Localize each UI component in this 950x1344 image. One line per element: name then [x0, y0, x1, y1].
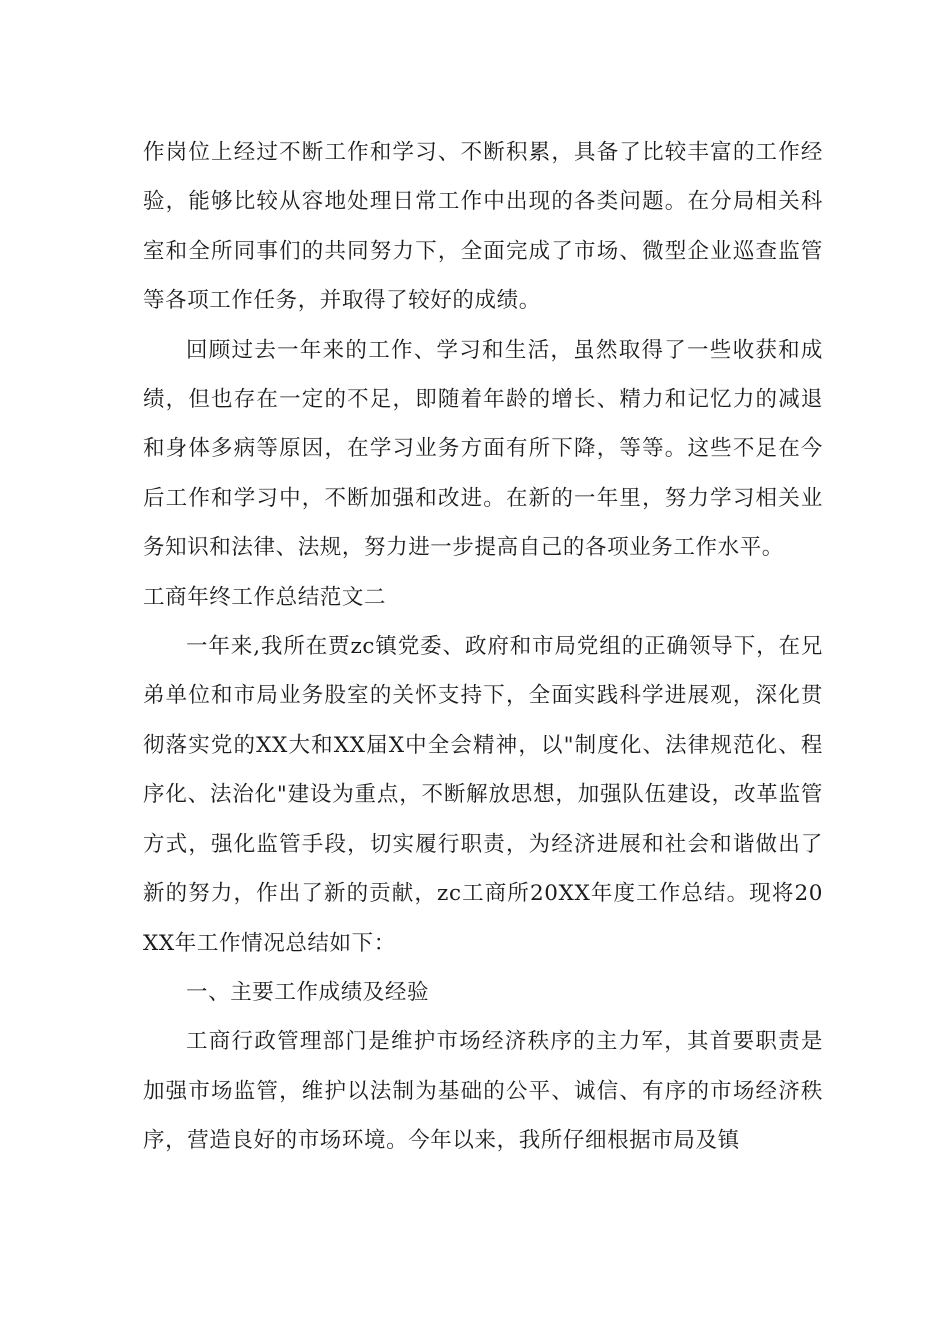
- paragraph-intro: 一年来,我所在贾zc镇党委、政府和市局党组的正确领导下，在兄弟单位和市局业务股室的关怀支持下，全面实践科学进展观，深化贯彻落实党的XX大和XX届X中全会精神，以"制度化、法律规范化、程序化、法治化"建设为重点，不断解放思想，加强队伍建设，改革监管方式，强化监管手段，切实履行职责，为经济进展和社会和谐做出了新的努力，作出了新的贡献，zc工商所20XX年度工作总结。现将20XX年工作情况总结如下：: [143, 634, 823, 956]
- paragraph-review: 回顾过去一年来的工作、学习和生活，虽然取得了一些收获和成绩，但也存在一定的不足，即随着年龄的增长、精力和记忆力的减退和身体多病等原因，在学习业务方面有所下降，等等。这些不足在今后工作和学习中，不断加强和改进。在新的一年里，努力学习相关业务知识和法律、法规，努力进一步提高自己的各项业务工作水平。: [143, 337, 823, 561]
- document-body: [143, 128, 823, 1166]
- paragraph-continuation: 作岗位上经过不断工作和学习、不断积累，具备了比较丰富的工作经验，能够比较从容地处理日常工作中出现的各类问题。在分局相关科室和全所同事们的共同努力下，全面完成了市场、微型企业巡查监管等各项工作任务，并取得了较好的成绩。: [143, 140, 823, 314]
- section-title: 工商年终工作总结范文二: [143, 584, 387, 610]
- paragraph-duties: 工商行政管理部门是维护市场经济秩序的主力军，其首要职责是加强市场监管，维护以法制为基础的公平、诚信、有序的市场经济秩序，营造良好的市场环境。今年以来，我所仔细根据市局及镇: [143, 1029, 823, 1154]
- subsection-title: 一、主要工作成绩及经验: [186, 979, 430, 1005]
